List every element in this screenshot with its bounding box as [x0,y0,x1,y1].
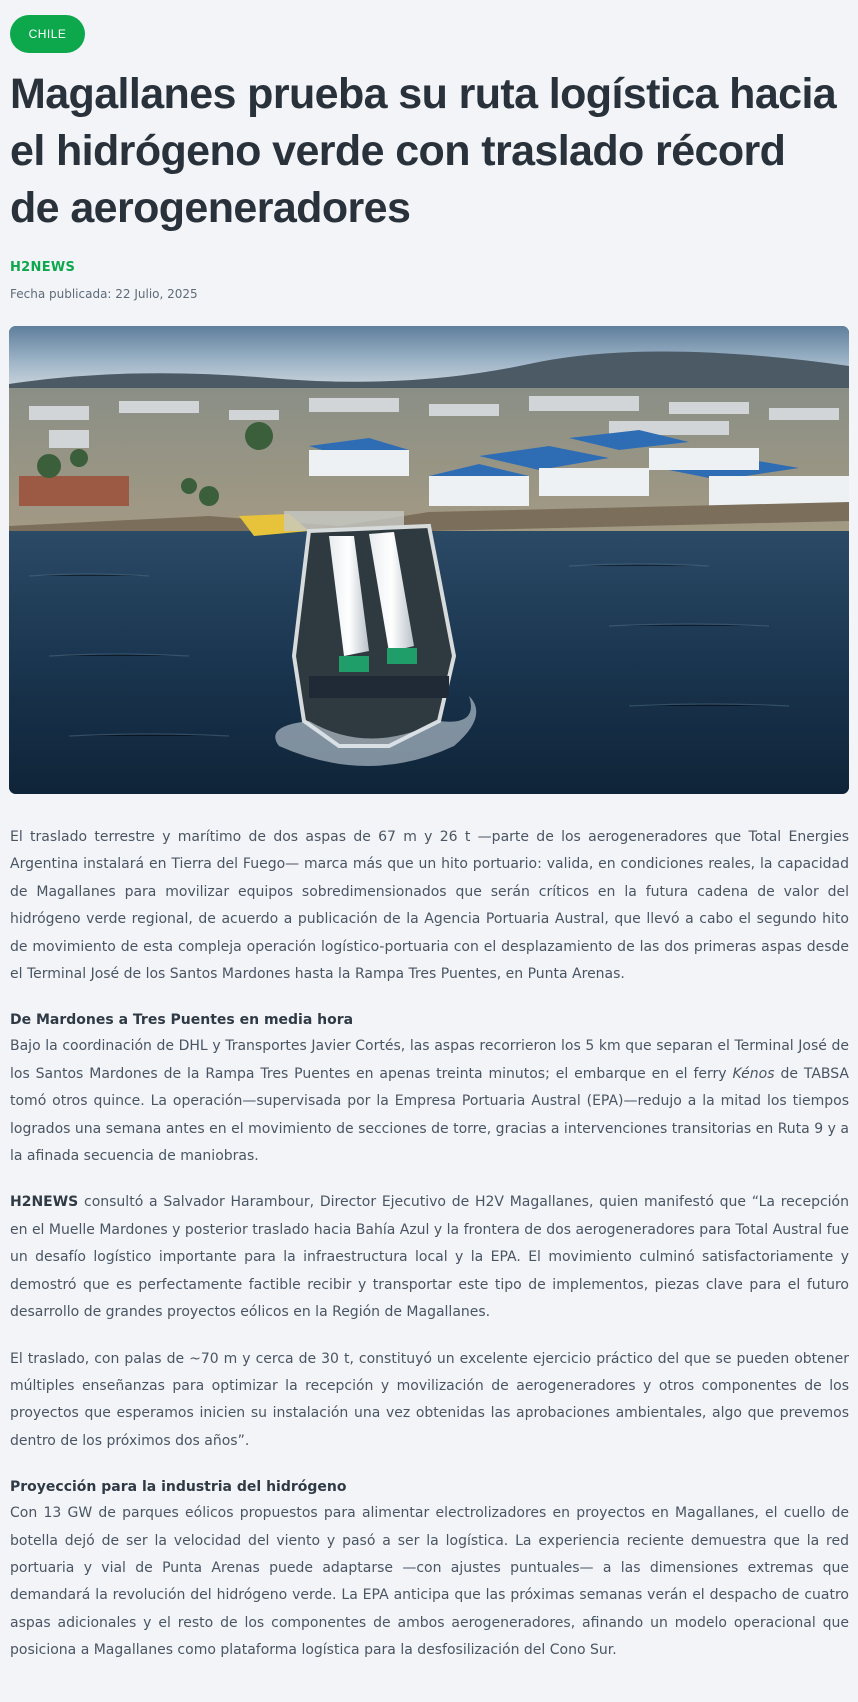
article-body [10,824,849,1684]
paragraph-mardones-text-a: Bajo la coordinación de DHL y Transportes Javier Cortés, las aspas recorrieron los 5 km que separan el Terminal José de los Santos Mardones de la Rampa Tres Puentes en apenas treinta minutos; el embarque en el ferry [10,1038,849,1082]
paragraph-mardones-text-b: de TABSA tomó otros quince. La operación—supervisada por la Empresa Portuaria Austral (EPA)—redujo a la mitad los tiempos logrados una semana antes en el movimiento de secciones de torre, gracias a intervenciones transitorias en Ruta 9 y a la afinada secuencia de maniobras. [10,1065,849,1165]
section-heading-mardones: De Mardones a Tres Puentes en media hora [10,1012,354,1029]
category-tag-chile[interactable]: CHILE [10,15,85,53]
ferry-with-turbine-blades-photo [9,326,849,794]
paragraph-quote-intro [10,1189,849,1326]
source-mention: H2NEWS [10,1194,79,1211]
paragraph-mardones [10,1033,849,1170]
hero-image-ferry-wind-blades [9,326,849,794]
section-heading-hydrogen: Proyección para la industria del hidrógeno [10,1479,347,1496]
paragraph-quote-continued: El traslado, con palas de ~70 m y cerca de 30 t, constituyó un excelente ejercicio práctico del que se pueden obtener múltiples enseñanzas para optimizar la recepción y movilización de aerogeneradores y otros componentes de los proyectos que esperamos inicien su instalación una vez obtenidas las aprobaciones ambientales, algo que prevemos dentro de los próximos dos años”. [10,1350,849,1449]
article-headline: Magallanes prueba su ruta logística hacia el hidrógeno verde con traslado récord de aerogeneradores [10,70,837,232]
paragraph-hydrogen: Con 13 GW de parques eólicos propuestos para alimentar electrolizadores en proyectos en Magallanes, el cuello de botella dejó de ser la velocidad del viento y pasó a ser la logística. La experiencia reciente demuestra que la red portuaria y vial de Punta Arenas puede adaptarse —con ajustes puntuales— a las dimensiones extremas que demandará la revolución del hidrógeno verde. La EPA anticipa que las próximas semanas verán el despacho de cuatro aspas adicionales y el resto de los componentes de ambos aerogeneradores, afinando un modelo operacional que posiciona a Magallanes como plataforma logística para la desfosilización del Cono Sur. [10,1505,849,1659]
paragraph-intro: El traslado terrestre y marítimo de dos aspas de 67 m y 26 t —parte de los aerogeneradores que Total Energies Argentina instalará en Tierra del Fuego— marca más que un hito portuario: valida, en condiciones reales, la capacidad de Magallanes para movilizar equipos sobredimensionados que serán críticos en la futura cadena de valor del hidrógeno verde regional, de acuerdo a publicación de la Agencia Portuaria Austral, que llevó a cabo el segundo hito de movimiento de esta compleja operación logístico-portuaria con el desplazamiento de las dos primeras aspas desde el Terminal José de los Santos Mardones hasta la Rampa Tres Puentes, en Punta Arenas. [10,829,849,983]
paragraph-quote-intro-text: consultó a Salvador Harambour, Director Ejecutivo de H2V Magallanes, quien manifestó que “La recepción en el Muelle Mardones y posterior traslado hacia Bahía Azul y la frontera de dos aerogeneradores para Total Austral fue un desafío logístico importante para la infraestructura local y la EPA. El movimiento culminó satisfactoriamente y demostró que es perfectamente factible recibir y transportar este tipo de implementos, piezas clave para el futuro desarrollo de grandes proyectos eólicos en la Región de Magallanes. [10,1194,849,1321]
article-source[interactable]: H2NEWS [10,260,76,275]
publication-date: Fecha publicada: 22 Julio, 2025 [10,287,198,301]
ferry-name: Kénos [732,1065,775,1082]
